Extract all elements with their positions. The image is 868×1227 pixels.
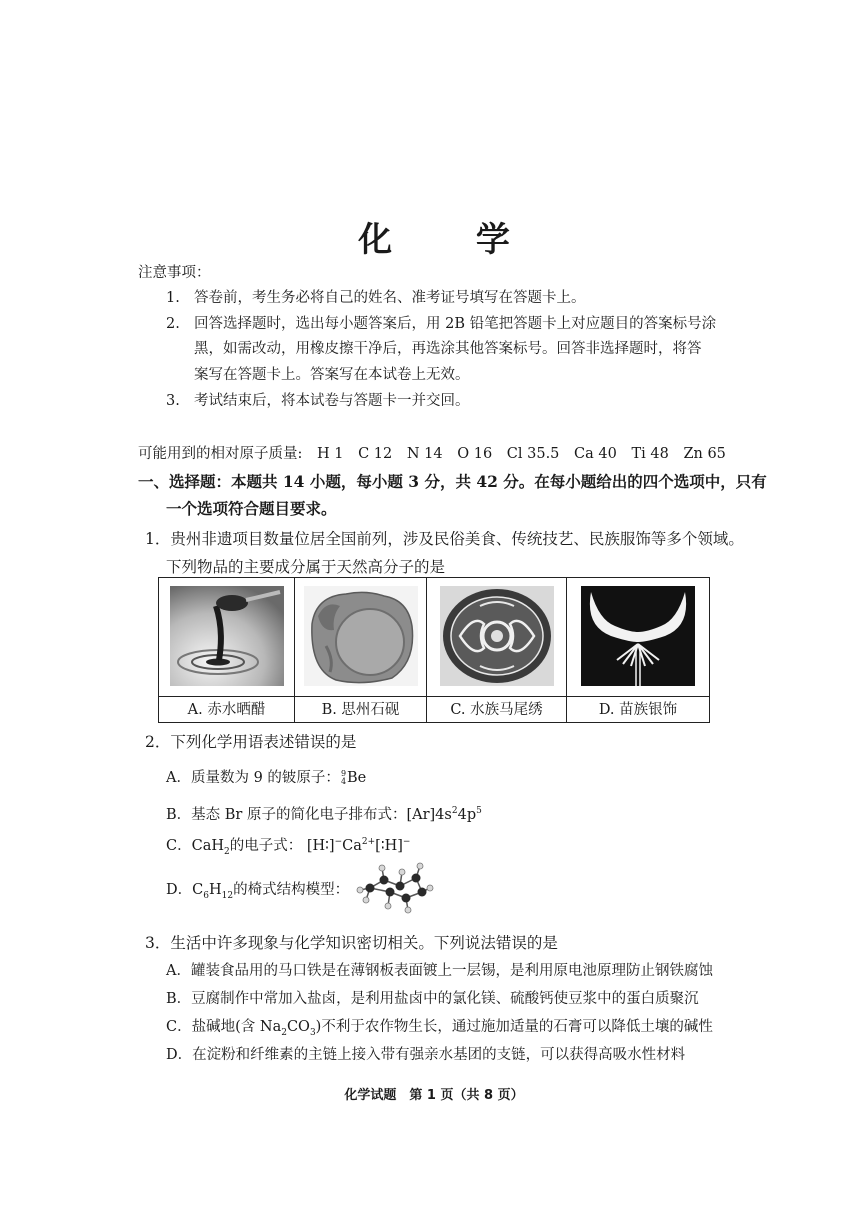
embroidery-image [440, 586, 554, 686]
option-b-label: B. 思州石砚 [295, 696, 427, 723]
page-title: 化 学 [358, 220, 546, 260]
option-c-image-cell [427, 578, 567, 696]
question-3-option-a: A．罐装食品用的马口铁是在薄钢板表面镀上一层锡，是利用原电池原理防止钢铁腐蚀 [166, 963, 713, 979]
question-3-stem: 3．生活中许多现象与化学知识密切相关。下列说法错误的是 [145, 934, 558, 952]
option-a-label: A. 赤水晒醋 [159, 696, 295, 723]
question-3-option-c: C．盐碱地(含 $Na_2CO_3$)不利于农作物生长，通过施加适量的石膏可以降低土壤的碱性 [166, 1019, 713, 1038]
notice-heading: 注意事项： [138, 265, 211, 281]
option-c-label: C. 水族马尾绣 [427, 696, 567, 723]
notice-item-3: 3. 考试结束后，将本试卷与答题卡一并交回。 [166, 393, 470, 409]
section-1-heading: 一、选择题：本题共 14 小题，每小题 3 分，共 42 分。在每小题给出的四个选项中，只有 [138, 472, 767, 491]
notice-item-2-line-3: 案写在答题卡上。答案写在本试卷上无效。 [194, 367, 470, 383]
vinegar-pouring-image [170, 586, 284, 686]
question-1-stem: 1．贵州非遗项目数量位居全国前列，涉及民俗美食、传统技艺、民族服饰等多个领域。 [145, 530, 744, 548]
page-footer: 化学试题 第 1 页（共 8 页） [344, 1088, 524, 1103]
question-2-option-d: D．$C_6H_{12}$的椅式结构模型： [166, 882, 350, 901]
chair-conformation-model [356, 862, 434, 916]
question-1-stem-line-2: 下列物品的主要成分属于天然高分子的是 [166, 558, 446, 576]
question-2-option-a: A．质量数为 9 的铍原子： 9 4 Be [166, 769, 367, 786]
question-3-option-b: B．豆腐制作中常加入盐卤，是利用盐卤中的氯化镁、硫酸钙使豆浆中的蛋白质聚沉 [166, 991, 699, 1007]
section-1-heading-line-2: 一个选项符合题目要求。 [166, 499, 337, 518]
option-b-image-cell [295, 578, 427, 696]
option-a-image-cell [159, 578, 295, 696]
inkstone-image [304, 586, 418, 686]
question-2-option-c: C．CaH$_2$的电子式： $[H∶]^-Ca^{2+}[∶H]^-$ [166, 837, 411, 857]
question-3-option-d: D．在淀粉和纤维素的主链上接入带有强亲水基团的支链，可以获得高吸水性材料 [166, 1047, 686, 1063]
question-2-stem: 2．下列化学用语表述错误的是 [145, 733, 357, 751]
option-d-image-cell [567, 578, 709, 696]
nuclide-numbers: 9 4 [340, 769, 347, 786]
notice-item-1: 1. 答卷前，考生务必将自己的姓名、准考证号填写在答题卡上。 [166, 290, 586, 306]
question-1-options-table [158, 577, 710, 723]
option-d-label: D. 苗族银饰 [567, 696, 709, 723]
notice-item-2: 2. 回答选择题时，选出每小题答案后，用 2B 铅笔把答题卡上对应题目的答案标号涂 [166, 316, 717, 332]
silver-headdress-image [581, 586, 695, 686]
atomic-masses: 可能用到的相对原子质量: H 1 C 12 N 14 O 16 Cl 35.5 Ca 40 Ti 48 Zn 65 [138, 446, 726, 462]
notice-item-2-line-2: 黑，如需改动，用橡皮擦干净后，再选涂其他答案标号。回答非选择题时，将答 [194, 341, 702, 357]
question-2-option-b: B．基态 Br 原子的简化电子排布式：$[Ar]4s^24p^5$ [166, 806, 482, 823]
